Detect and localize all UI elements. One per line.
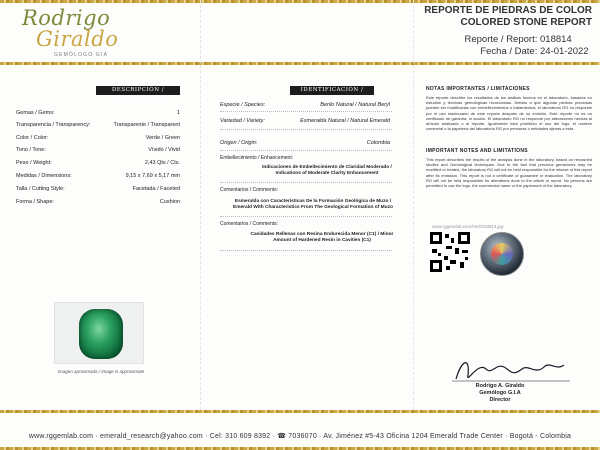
- separator: [220, 182, 392, 183]
- identification-heading: IDENTIFICACIÓN / IDENTIFICATION: [290, 86, 374, 95]
- logo-line1: Rodrigo: [22, 6, 111, 30]
- signer-role: Director: [489, 397, 511, 403]
- row-value: Facetada / Faceted: [132, 186, 180, 192]
- row-value: 9,15 x 7,69 x 5,17 mm: [125, 173, 180, 179]
- enhancement-value: Indicaciones de Embellecimiento de Claridad Moderado / Indications of Moderate Clarity Enhancement: [262, 165, 392, 176]
- fold-line-left: [200, 0, 201, 410]
- emerald-gem-icon: [79, 309, 123, 359]
- row-label: Tono / Tone:: [16, 147, 46, 153]
- row-value: 1: [176, 110, 180, 116]
- bottom-gold-divider: [0, 410, 600, 413]
- enhancement-label: Embellecimiento / Enhancement:: [220, 155, 294, 161]
- comments1-value: Esmeralda con Características De la Formación Geológica de Muzo / Emerald With Characteristics From The Geological Formation of Muzo: [233, 199, 393, 210]
- logo-subtitle: GEMÓLOGO GIA: [54, 52, 109, 58]
- variety-label: Variedad / Variety:: [220, 118, 265, 124]
- notes-title-en: IMPORTANT NOTES AND LIMITATIONS: [426, 148, 528, 154]
- origin-label: Origen / Origin:: [220, 140, 258, 146]
- row-label: Gemas / Gems:: [16, 110, 55, 116]
- separator: [220, 111, 392, 112]
- fold-line-right: [413, 0, 414, 410]
- row-value: Transparente / Transparent: [113, 122, 180, 128]
- separator: [220, 250, 392, 251]
- hologram-seal-icon: [480, 232, 524, 276]
- qr-code-icon[interactable]: [430, 232, 470, 272]
- top-gold-border: [0, 0, 600, 3]
- row-label: Forma / Shape:: [16, 199, 54, 205]
- report-number-label: Reporte / Report:: [464, 34, 538, 45]
- seal-hologram-core: [491, 243, 513, 265]
- description-heading: DESCRIPCIÓN / DESCRIPTION: [96, 86, 180, 95]
- species-label: Especie / Species:: [220, 102, 266, 108]
- report-date-label: Fecha / Date:: [480, 46, 538, 57]
- signer-title: Gemólogo G.I.A: [479, 390, 521, 396]
- notes-text-es: Este reporte describe los resultados de los análisis hechos en el laboratorio, basados en estudios y técnicas gemológicas reconocidas. Debido a que algunas piedras preciosas pueden ser modificadas con embellecimientos o tratamientos, el laboratorio RG no responde por el uso inadecuado de este reporte después de su emisión. Este reporte no es un certificado de garantía, ni avalúo. El laboratorio RG no responde por alteraciones hechas al artículo analizado o al reporte. Igualmente está prohibido el uso del logo, el nombre comercial o la papelería del laboratorio RG por personas o entidades ajenas a ésta.: [426, 95, 592, 132]
- footer-contact: www.rggemlab.com · emerald_research@yahoo.com · Cel: 310 609 8392 · ☎ 7036070 · Av. Jiménez #5-43 Oficina 1204 Emerald Trade Center · Bogotá - Colombia: [28, 433, 572, 440]
- row-label: Color / Color:: [16, 135, 49, 141]
- separator: [220, 216, 392, 217]
- signer-block: [440, 383, 560, 404]
- row-label: Talla / Cutting Style:: [16, 186, 65, 192]
- title-en: COLORED STONE REPORT: [460, 17, 592, 28]
- row-value: Vívido / Vivid: [148, 147, 180, 153]
- report-number: 018814: [540, 34, 572, 45]
- comments1-label: Comentarios / Comments:: [220, 187, 279, 193]
- report-date: 24-01-2022: [540, 46, 589, 57]
- row-value: 2,43 Qts / Cts.: [144, 160, 180, 166]
- separator: [220, 129, 392, 130]
- row-label: Transparencia / Transparency:: [16, 122, 91, 128]
- verification-url[interactable]: www.rggemlab.com/cert/018814.jpg: [432, 224, 504, 229]
- comments2-value: Cavidades Rellenas con Resina Endurecida Menor (C1) / Minor Amount of Hardened Resin in Cavities (C1): [250, 232, 394, 243]
- row-label: Medidas / Dimensions:: [16, 173, 72, 179]
- signer-name: Rodrigo A. Giraldo: [475, 383, 525, 389]
- notes-text-en: This report describes the results of the analysis done in the laboratory, based on renowned studies and Gemological techniques. Due to the fact that precious gemstones may be modified or treated, the laboratory RG will not be held responsible for the misuse of this report after its emission. This report is not a certificate of guarantee or evaluation. The laboratory RG will not be held responsible for alterations done to the article or report. No persons are permitted to use the logo, the commercial name or the paperwork of the laboratory.: [426, 157, 592, 189]
- report-title: [424, 5, 592, 29]
- origin-value: Colombia: [366, 140, 390, 146]
- logo-line2: Giraldo: [36, 27, 119, 51]
- report-meta: [464, 34, 592, 58]
- title-es: REPORTE DE PIEDRAS DE COLOR: [424, 5, 592, 16]
- variety-value: Esmeralda Natural / Natural Emerald: [300, 118, 390, 124]
- company-logo: [22, 6, 132, 64]
- row-value: Verde / Green: [145, 135, 180, 141]
- comments2-label: Comentarios / Comments:: [220, 221, 279, 227]
- gem-image-caption: Imagen aproximada / Image is approximate: [57, 369, 145, 374]
- separator: [220, 150, 392, 151]
- notes-title-es: NOTAS IMPORTANTES / LIMITACIONES: [426, 86, 530, 92]
- signature-icon: [452, 355, 572, 385]
- row-label: Peso / Weight:: [16, 160, 52, 166]
- row-value: Cushion: [159, 199, 180, 205]
- species-value: Berilo Natural / Natural Beryl: [320, 102, 390, 108]
- gem-image: [54, 302, 144, 364]
